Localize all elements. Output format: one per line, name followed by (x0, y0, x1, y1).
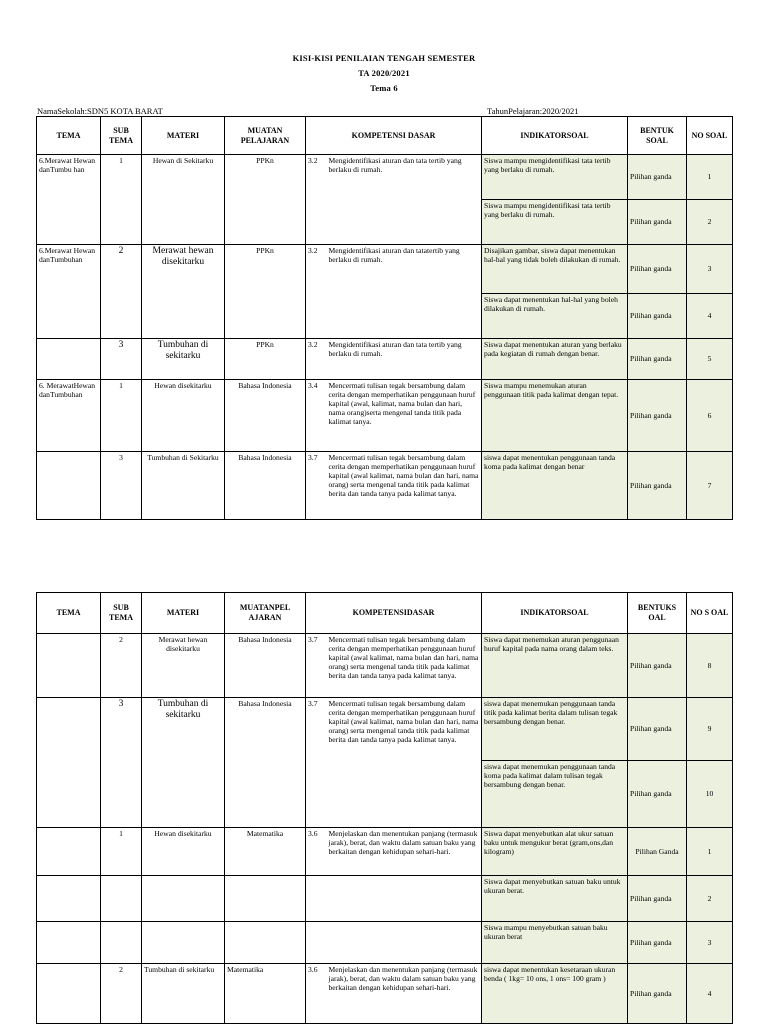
cell-no: 9 (687, 698, 733, 761)
cell-indikator: Siswa dapat menemukan aturan penggunaan huruf kapital pada nama orang dalam teks. (482, 634, 628, 698)
cell-kd-text: Mengidentifikasi aturan dan tatatertib yang berlaku di rumah. (327, 245, 482, 339)
cell-subtema: 2 (101, 634, 142, 698)
col-header-kd: KOMPETENSI DASAR (306, 117, 482, 155)
cell-no: 3 (687, 922, 733, 964)
cell-kd-text: Menjelaskan dan menentukan panjang (termasuk jarak), berat, dan waktu dalam satuan baku yang berkaitan dengan kehidupan sehari-hari. (327, 828, 482, 876)
cell-tema: 6. MerawatHewan danTumbuhan (37, 380, 101, 452)
table-row (37, 245, 733, 294)
cell-bentuk: Pilihan ganda (628, 294, 687, 339)
cell-tema (37, 828, 101, 876)
cell-materi: Hewan di Sekitarku (142, 155, 225, 245)
cell-muatan: PPKn (225, 245, 306, 339)
cell-kd-number: 3.7 (306, 452, 327, 520)
cell-indikator: siswa dapat menemukan penggunaan tanda koma pada kalimat dalam tulisan tegak bersambung dengan benar. (482, 761, 628, 828)
school-name: NamaSekolah:SDN5 KOTA BARAT (37, 106, 163, 116)
cell-no: 8 (687, 634, 733, 698)
cell-muatan: Bahasa Indonesia (225, 380, 306, 452)
cell-materi (142, 922, 225, 964)
col-header-kd: KOMPETENSIDASAR (306, 593, 482, 634)
cell-indikator: Siswa mampu menyebutkan satuan baku ukuran berat (482, 922, 628, 964)
cell-kd-number (306, 922, 327, 964)
cell-muatan (225, 876, 306, 922)
cell-kd-text (327, 922, 482, 964)
document-title: KISI-KISI PENILAIAN TENGAH SEMESTER (292, 53, 476, 63)
cell-kd-text: Mengidentifikasi aturan dan tata tertib yang berlaku di rumah. (327, 155, 482, 245)
cell-no: 10 (687, 761, 733, 828)
cell-indikator: siswa dapat menentukan kesetaraan ukuran benda ( 1kg= 10 ons, 1 ons= 100 gram ) (482, 964, 628, 1024)
table-row (37, 876, 733, 922)
cell-bentuk: Pilihan ganda (628, 761, 687, 828)
cell-tema (37, 452, 101, 520)
cell-subtema: 2 (101, 245, 142, 339)
cell-tema: 6.Merawat Hewan danTumbuhan (37, 245, 101, 339)
col-header-no: NO S OAL (687, 593, 733, 634)
cell-indikator: siswa dapat menentukan penggunaan tanda koma pada kalimat dengan benar (482, 452, 628, 520)
cell-materi: Tumbuhan di Sekitarku (142, 452, 225, 520)
cell-kd-number: 3.2 (306, 339, 327, 380)
col-header-indikator: INDIKATORSOAL (482, 593, 628, 634)
col-header-muatan: MUATANPEL AJARAN (225, 593, 306, 634)
cell-bentuk: Pilihan ganda (628, 452, 687, 520)
cell-muatan: PPKn (225, 155, 306, 245)
cell-indikator: Siswa mampu mengidentifikasi tata tertib yang berlaku di rumah. (482, 155, 628, 200)
cell-materi: Merawat hewan disekitarku (142, 245, 225, 339)
cell-kd-number: 3.2 (306, 155, 327, 245)
cell-kd-text: Mencermati tulisan tegak bersambung dalam cerita dengan memperhatikan penggunaan huruf kapital (awal kalimat, nama bulan dan hari, nama orang) serta mengenal tanda titik pada kalimat berita dan tanda tanya pada kalimat tanya. (327, 698, 482, 828)
table-header-row (37, 117, 733, 155)
cell-muatan: Bahasa Indonesia (225, 452, 306, 520)
table-row (37, 964, 733, 1024)
cell-kd-number: 3.7 (306, 698, 327, 828)
cell-tema (37, 698, 101, 828)
cell-no: 1 (687, 828, 733, 876)
cell-bentuk: Pilihan ganda (628, 876, 687, 922)
cell-bentuk: Pilihan ganda (628, 922, 687, 964)
cell-tema (37, 964, 101, 1024)
cell-no: 3 (687, 245, 733, 294)
cell-materi: Hewan disekitarku (142, 828, 225, 876)
cell-indikator: Siswa dapat menentukan hal-hal yang boleh dilakukan di rumah. (482, 294, 628, 339)
cell-bentuk: Pilihan ganda (628, 200, 687, 245)
cell-kd-text: Mencermati tulisan tegak bersambung dalam cerita dengan memperhatikan penggunaan huruf kapital (awal kalimat, nama bulan dan hari, nama orang) serta mengenal tanda titik pada kalimat berita dan tanda tanya pada kalimat tanya. (327, 452, 482, 520)
cell-kd-number: 3.2 (306, 245, 327, 339)
col-header-subtema: SUB TEMA (101, 117, 142, 155)
cell-materi: Merawat hewan disekitarku (142, 634, 225, 698)
col-header-materi: MATERI (142, 117, 225, 155)
academic-year-title: TA 2020/2021 (358, 68, 410, 78)
cell-no: 4 (687, 964, 733, 1024)
academic-year-label: TahunPelajaran:2020/2021 (487, 106, 579, 116)
cell-bentuk: Pilihan ganda (628, 380, 687, 452)
cell-bentuk: Pilihan ganda (628, 698, 687, 761)
table-header-row (37, 593, 733, 634)
cell-bentuk: Pilihan ganda (628, 339, 687, 380)
col-header-subtema: SUB TEMA (101, 593, 142, 634)
cell-materi: Tumbuhan di sekitarku (142, 698, 225, 828)
cell-indikator: Siswa dapat menentukan aturan yang berlaku pada kegiatan di rumah dengan benar. (482, 339, 628, 380)
col-header-tema: TEMA (37, 593, 101, 634)
cell-kd-text: Menjelaskan dan menentukan panjang (termasuk jarak), berat, dan waktu dalam satuan baku yang berkaitan dengan kehidupan sehari-hari. (327, 964, 482, 1024)
cell-no: 5 (687, 339, 733, 380)
cell-materi: Hewan disekitarku (142, 380, 225, 452)
col-header-muatan: MUATAN PELAJARAN (225, 117, 306, 155)
cell-muatan: PPKn (225, 339, 306, 380)
cell-materi (142, 876, 225, 922)
cell-bentuk: Pilihan Ganda (628, 828, 687, 876)
table-row (37, 452, 733, 520)
col-header-no: NO SOAL (687, 117, 733, 155)
cell-kd-text: Mengidentifikasi aturan dan tata tertib yang berlaku di rumah. (327, 339, 482, 380)
cell-kd-number: 3.7 (306, 634, 327, 698)
table-row (37, 828, 733, 876)
cell-no: 4 (687, 294, 733, 339)
col-header-indikator: INDIKATORSOAL (482, 117, 628, 155)
grid-table-1 (36, 116, 733, 520)
cell-subtema (101, 876, 142, 922)
cell-subtema: 1 (101, 828, 142, 876)
cell-tema (37, 339, 101, 380)
col-header-bentuk: BENTUKS OAL (628, 593, 687, 634)
cell-tema: 6.Merawat Hewan danTumbu han (37, 155, 101, 245)
cell-kd-text: Mencermati tulisan tegak bersambung dalam cerita dengan memperhatikan penggunaan huruf kapital (awal, kalimat, nama bulan dan hari, nama orang)serta mengenal tanda titik pada kalimat tanya. (327, 380, 482, 452)
cell-no: 1 (687, 155, 733, 200)
cell-subtema: 2 (101, 964, 142, 1024)
cell-muatan: Matematika (225, 828, 306, 876)
table-row (37, 155, 733, 200)
table-row (37, 634, 733, 698)
table-row (37, 380, 733, 452)
cell-kd-number: 3.6 (306, 964, 327, 1024)
cell-kd-number: 3.6 (306, 828, 327, 876)
table-row (37, 339, 733, 380)
cell-kd-number: 3.4 (306, 380, 327, 452)
cell-indikator: Disajikan gambar, siswa dapat menentukan hal-hal yang tidak boleh dilakukan di rumah. (482, 245, 628, 294)
cell-no: 6 (687, 380, 733, 452)
cell-materi: Tumbuhan di sekitarku (142, 339, 225, 380)
cell-muatan: Bahasa Indonesia (225, 634, 306, 698)
cell-indikator: Siswa mampu mengidentifikasi tata tertib yang berlaku di rumah. (482, 200, 628, 245)
cell-tema (37, 634, 101, 698)
cell-kd-number (306, 876, 327, 922)
cell-subtema: 1 (101, 380, 142, 452)
cell-subtema: 3 (101, 452, 142, 520)
cell-no: 2 (687, 200, 733, 245)
table-row (37, 698, 733, 761)
cell-muatan: Bahasa Indonesia (225, 698, 306, 828)
cell-tema (37, 922, 101, 964)
cell-muatan (225, 922, 306, 964)
cell-materi: Tumbuhan di sekitarku (142, 964, 225, 1024)
cell-indikator: Siswa dapat menyebutkan alat ukur satuan baku untuk mengukur berat (gram,ons,dan kilogram) (482, 828, 628, 876)
cell-subtema: 1 (101, 155, 142, 245)
cell-kd-text (327, 876, 482, 922)
col-header-tema: TEMA (37, 117, 101, 155)
cell-bentuk: Pilihan ganda (628, 245, 687, 294)
cell-subtema (101, 922, 142, 964)
cell-no: 7 (687, 452, 733, 520)
cell-kd-text: Mencermati tulisan tegak bersambung dalam cerita dengan memperhatikan penggunaan huruf kapital (awal kalimat, nama bulan dan hari, nama orang) serta mengenal tanda titik pada kalimat berita dan tanda tanya pada kalimat tanya. (327, 634, 482, 698)
cell-muatan: Matematika (225, 964, 306, 1024)
grid-table-2 (36, 592, 733, 1024)
cell-indikator: siswa dapat menemukan penggunaan tanda titik pada kalimat berita dalam tulisan tegak bersambung dengan benar. (482, 698, 628, 761)
col-header-bentuk: BENTUK SOAL (628, 117, 687, 155)
table-row (37, 922, 733, 964)
cell-bentuk: Pilihan ganda (628, 634, 687, 698)
cell-bentuk: Pilihan ganda (628, 155, 687, 200)
cell-tema (37, 876, 101, 922)
cell-no: 2 (687, 876, 733, 922)
col-header-materi: MATERI (142, 593, 225, 634)
cell-bentuk: Pilihan ganda (628, 964, 687, 1024)
cell-indikator: Siswa mampu menemukan aturan penggunaan titik pada kalimat dengan tepat. (482, 380, 628, 452)
cell-subtema: 3 (101, 339, 142, 380)
cell-indikator: Siswa dapat menyebutkan satuan baku untuk ukuran berat. (482, 876, 628, 922)
theme-title: Tema 6 (370, 83, 398, 93)
cell-subtema: 3 (101, 698, 142, 828)
